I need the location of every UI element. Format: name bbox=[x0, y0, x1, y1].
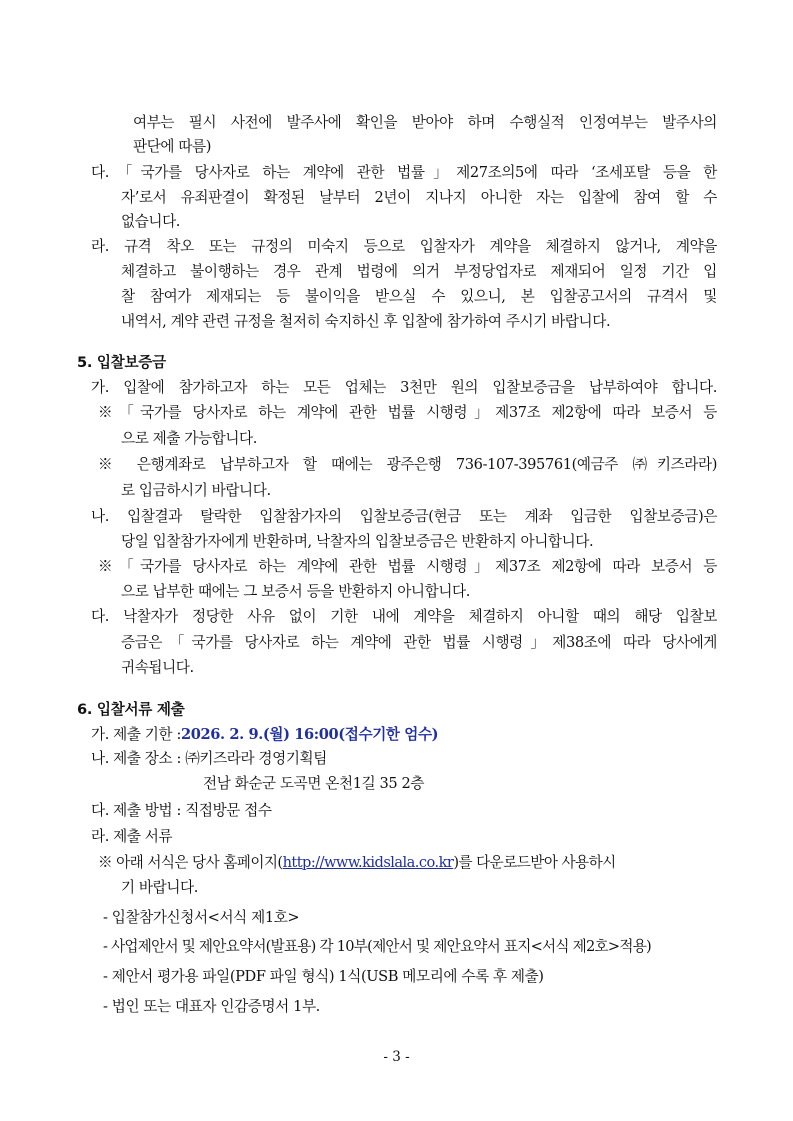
text-line: 나. 입찰결과 탈락한 입찰참가자의 입찰보증금(현금 또는 계좌 입금한 입찰보증금)은 bbox=[91, 508, 717, 525]
list-item: - 입찰참가신청서<서식 제1호> bbox=[103, 909, 300, 926]
list-item: - 제안서 평가용 파일(PDF 파일 형식) 1식(USB 메모리에 수록 후 제출) bbox=[103, 968, 544, 985]
text-line: 여부는 필시 사전에 발주사에 확인을 받아야 하며 수행실적 인정여부는 발주사의 bbox=[133, 114, 717, 131]
deadline-value: 2026. 2. 9.(월) 16:00(접수기한 엄수) bbox=[180, 726, 439, 743]
text-line: 자’로서 유죄판결이 확정된 날부터 2년이 지나지 아니한 자는 입찰에 참여 할 수 bbox=[121, 189, 717, 206]
text-line: 로 입금하시기 바랍니다. bbox=[121, 482, 271, 499]
deadline-label: 가. 제출 기한 : bbox=[91, 726, 181, 743]
section-heading: 5. 입찰보증금 bbox=[77, 354, 166, 371]
text-line: 증금은「국가를 당사자로 하는 계약에 관한 법률 시행령」제38조에 따라 당사에게 bbox=[121, 634, 717, 651]
homepage-link[interactable]: http://www.kidslala.co.kr bbox=[282, 854, 454, 871]
text-line: 판단에 따름) bbox=[133, 138, 212, 155]
text-line: 내역서, 계약 관련 규정을 철저히 숙지하신 후 입찰에 참가하여 주시기 바랍니다. bbox=[121, 313, 611, 330]
note-line: ※「국가를 당사자로 하는 계약에 관한 법률 시행령」제37조 제2항에 따라 보증서 등 bbox=[98, 404, 717, 421]
text-line: 다.「국가를 당사자로 하는 계약에 관한 법률」제27조의5에 따라 ‘조세포탈 등을 한 bbox=[91, 164, 717, 181]
text-line: 라. 제출 서류 bbox=[91, 828, 173, 845]
text-line: 기 바랍니다. bbox=[121, 879, 198, 896]
text-line: 찰 참여가 제재되는 등 불이익을 받으실 수 있으니, 본 입찰공고서의 규격서 및 bbox=[121, 288, 717, 305]
text-line: 없습니다. bbox=[121, 213, 181, 230]
text-line: 가. 입찰에 참가하고자 하는 모든 업체는 3천만 원의 입찰보증금을 납부하여야 합니다. bbox=[91, 379, 717, 396]
note-text: ※ 아래 서식은 당사 홈페이지( bbox=[98, 854, 283, 871]
text-line: 으로 제출 가능합니다. bbox=[121, 430, 257, 447]
page-number: - 3 - bbox=[383, 1049, 410, 1065]
text-line: 체결하고 불이행하는 경우 관계 법령에 의거 부정당업자로 제재되어 일정 기간 입 bbox=[121, 263, 717, 280]
section-heading: 6. 입찰서류 제출 bbox=[77, 701, 185, 718]
text-line: 당일 입찰참가자에게 반환하며, 낙찰자의 입찰보증금은 반환하지 아니합니다. bbox=[121, 533, 594, 550]
note-line: ※ 은행계좌로 납부하고자 할 때에는 광주은행 736-107-395761(예금주 ㈜키즈라라) bbox=[98, 456, 717, 473]
list-item: - 법인 또는 대표자 인감증명서 1부. bbox=[103, 998, 320, 1015]
text-line: 라. 규격 착오 또는 규정의 미숙지 등으로 입찰자가 계약을 체결하지 않거나, 계약을 bbox=[91, 238, 717, 255]
note-text: )를 다운로드받아 사용하시 bbox=[453, 854, 616, 871]
text-line: 다. 제출 방법 : 직접방문 접수 bbox=[91, 802, 272, 819]
note-line: ※「국가를 당사자로 하는 계약에 관한 법률 시행령」제37조 제2항에 따라 보증서 등 bbox=[98, 558, 717, 575]
text-line: 다. 낙찰자가 정당한 사유 없이 기한 내에 계약을 체결하지 아니할 때의 해당 입찰보 bbox=[91, 608, 717, 625]
list-item: - 사업제안서 및 제안요약서(발표용) 각 10부(제안서 및 제안요약서 표지<서식 제2호>적용) bbox=[103, 938, 651, 955]
note-line bbox=[98, 854, 616, 872]
text-line: 으로 납부한 때에는 그 보증서 등을 반환하지 아니합니다. bbox=[121, 583, 470, 600]
text-line: 나. 제출 장소 : ㈜키즈라라 경영기획팀 bbox=[91, 750, 327, 767]
text-line: 전남 화순군 도곡면 온천1길 35 2층 bbox=[203, 775, 425, 792]
text-line bbox=[91, 726, 438, 744]
text-line: 귀속됩니다. bbox=[121, 659, 194, 676]
